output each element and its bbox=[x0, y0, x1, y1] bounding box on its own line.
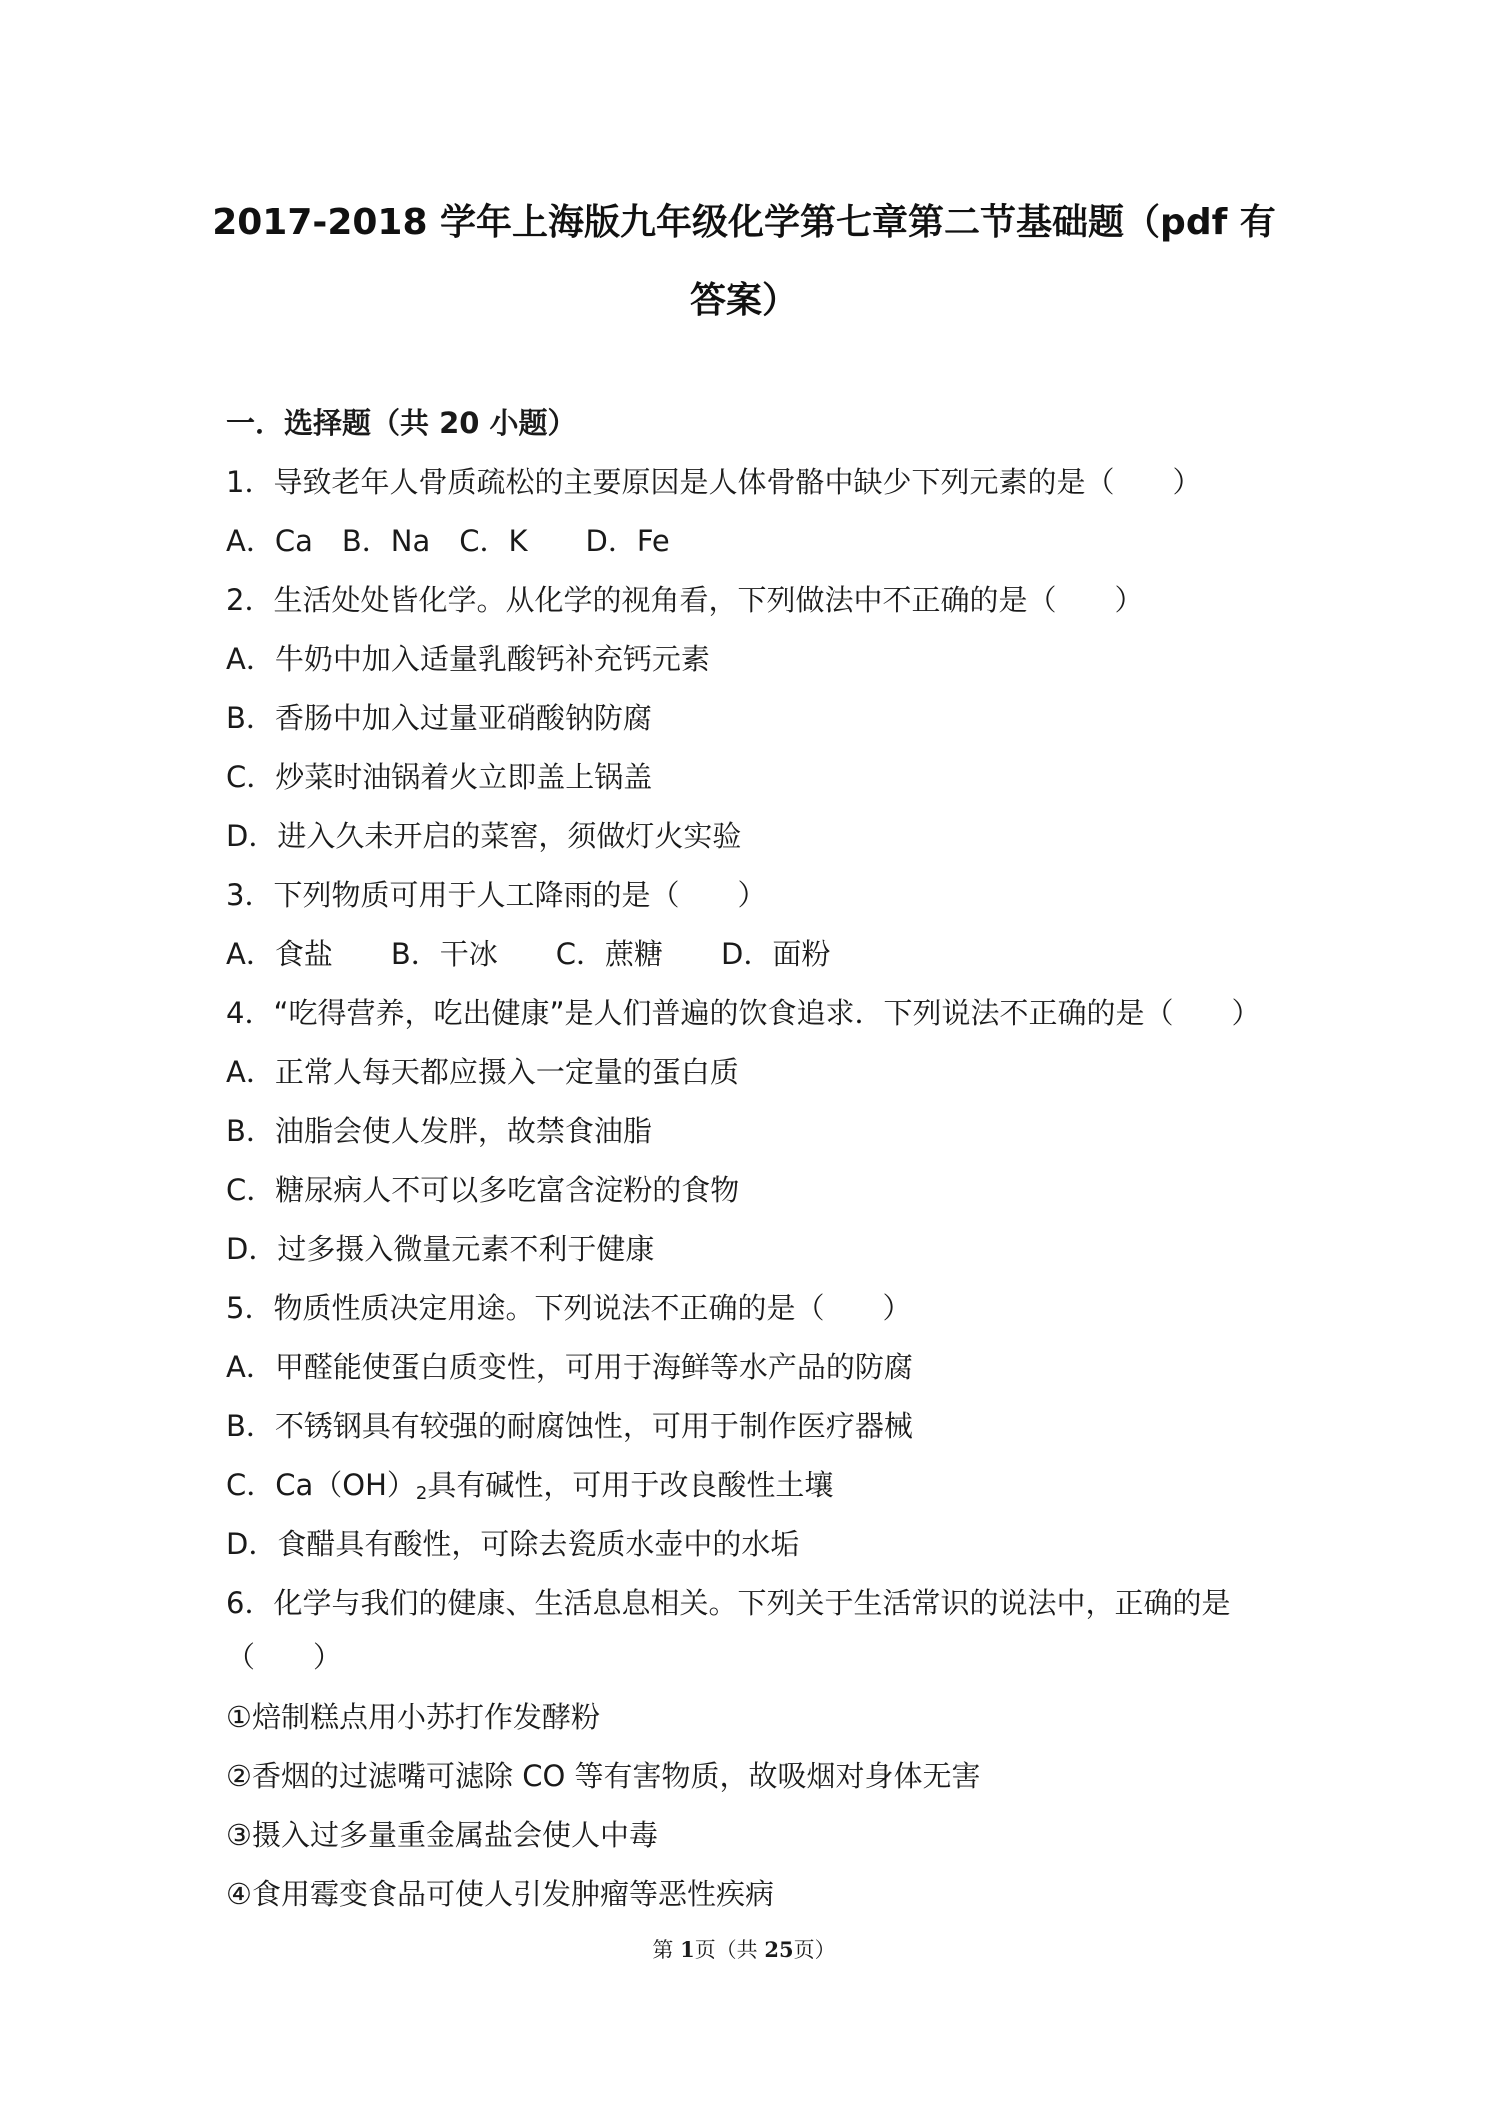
q1-options: A．Ca B．Na C．K D．Fe bbox=[226, 524, 670, 558]
q4-option-c: C．糖尿病人不可以多吃富含淀粉的食物 bbox=[226, 1173, 740, 1207]
q2-option-a: A．牛奶中加入适量乳酸钙补充钙元素 bbox=[226, 642, 710, 676]
footer-prefix: 第 bbox=[652, 1938, 681, 1962]
question-3: 3．下列物质可用于人工降雨的是（ ） bbox=[226, 878, 767, 912]
q6-statement-3: ③摄入过多量重金属盐会使人中毒 bbox=[226, 1818, 658, 1852]
q5-option-d: D．食醋具有酸性，可除去瓷质水壶中的水垢 bbox=[226, 1527, 800, 1561]
q5-option-c-text: 具有碱性，可用于改良酸性土壤 bbox=[427, 1468, 834, 1502]
q5-option-c-formula: C．Ca（OH） bbox=[226, 1468, 416, 1502]
question-6-blank: （ ） bbox=[226, 1640, 343, 1674]
q2-option-c: C．炒菜时油锅着火立即盖上锅盖 bbox=[226, 760, 653, 794]
q4-option-a: A．正常人每天都应摄入一定量的蛋白质 bbox=[226, 1055, 739, 1089]
q4-option-d: D．过多摄入微量元素不利于健康 bbox=[226, 1232, 655, 1266]
q2-option-b: B．香肠中加入过量亚硝酸钠防腐 bbox=[226, 701, 652, 735]
subscript-2: 2 bbox=[415, 1483, 428, 1504]
footer-suffix: 页） bbox=[793, 1938, 836, 1962]
total-pages: 25 bbox=[764, 1937, 794, 1962]
page-footer bbox=[0, 1934, 1488, 1964]
q5-option-b: B．不锈钢具有较强的耐腐蚀性，可用于制作医疗器械 bbox=[226, 1409, 913, 1443]
question-2: 2．生活处处皆化学。从化学的视角看，下列做法中不正确的是（ ） bbox=[226, 583, 1144, 617]
q6-statement-4: ④食用霉变食品可使人引发肿瘤等恶性疾病 bbox=[226, 1877, 774, 1911]
footer-middle: 页（共 bbox=[694, 1938, 765, 1962]
question-4: 4．“吃得营养，吃出健康”是人们普遍的饮食追求．下列说法不正确的是（ ） bbox=[226, 996, 1261, 1030]
q5-option-c bbox=[226, 1468, 833, 1511]
document-title-line-1: 2017-2018 学年上海版九年级化学第七章第二节基础题（pdf 有 bbox=[212, 202, 1276, 243]
q6-statement-2: ②香烟的过滤嘴可滤除 CO 等有害物质，故吸烟对身体无害 bbox=[226, 1759, 981, 1793]
q4-option-b: B．油脂会使人发胖，故禁食油脂 bbox=[226, 1114, 652, 1148]
current-page-number: 1 bbox=[680, 1937, 695, 1962]
section-heading: 一．选择题（共 20 小题） bbox=[226, 406, 577, 440]
q5-option-a: A．甲醛能使蛋白质变性，可用于海鲜等水产品的防腐 bbox=[226, 1350, 913, 1384]
question-1: 1．导致老年人骨质疏松的主要原因是人体骨骼中缺少下列元素的是（ ） bbox=[226, 465, 1202, 499]
question-5: 5．物质性质决定用途。下列说法不正确的是（ ） bbox=[226, 1291, 912, 1325]
document-title-line-2: 答案） bbox=[689, 280, 798, 321]
q2-option-d: D．进入久未开启的菜窖，须做灯火实验 bbox=[226, 819, 742, 853]
q3-options: A．食盐 B．干冰 C．蔗糖 D．面粉 bbox=[226, 937, 831, 971]
question-6: 6．化学与我们的健康、生活息息相关。下列关于生活常识的说法中，正确的是 bbox=[226, 1586, 1231, 1620]
q6-statement-1: ①焙制糕点用小苏打作发酵粉 bbox=[226, 1700, 600, 1734]
